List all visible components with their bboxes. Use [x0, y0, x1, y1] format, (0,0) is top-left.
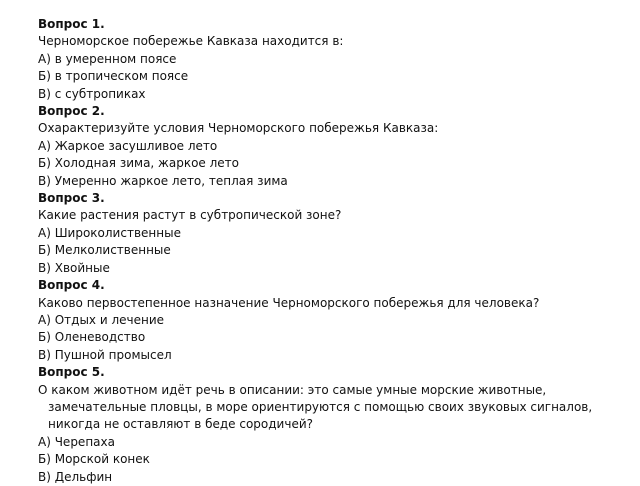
answer-option: В) Пушной промысел: [38, 347, 172, 362]
question-text: О каком животном идёт речь в описании: это самые умные морские животные, замечательные пловцы, в море ориентируются с помощью своих звуковых сигналов, никогда не оставляют в беде сородичей?: [38, 382, 593, 432]
question-text: Каково первостепенное назначение Черноморского побережья для человека?: [38, 295, 540, 310]
answer-option: А) Черепаха: [38, 434, 115, 449]
answer-option: А) Жаркое засушливое лето: [38, 138, 218, 153]
answer-option: Б) Оленеводство: [38, 330, 146, 345]
answer-option: В) Хвойные: [38, 260, 110, 275]
question-heading: Вопрос 1.: [38, 17, 105, 31]
question-2: [38, 103, 628, 190]
question-4: [38, 277, 628, 364]
question-heading: Вопрос 3.: [38, 191, 105, 206]
question-heading: Вопрос 5.: [38, 365, 105, 380]
answer-option: В) Умеренно жаркое лето, теплая зима: [38, 173, 288, 188]
answer-option: Б) Морской конек: [38, 452, 150, 467]
question-text: Черноморское побережье Кавказа находится в:: [38, 34, 344, 49]
answer-option: А) Широколиственные: [38, 225, 181, 240]
answer-option: Б) в тропическом поясе: [38, 69, 189, 84]
question-heading: Вопрос 4.: [38, 278, 105, 293]
question-text: Какие растения растут в субтропической зоне?: [38, 208, 342, 223]
answer-option: В) Дельфин: [38, 469, 113, 484]
question-3: [38, 190, 628, 277]
question-5: [38, 364, 628, 486]
answer-option: Б) Мелколиственные: [38, 243, 171, 258]
quiz-document: [38, 16, 628, 486]
question-text: Охарактеризуйте условия Черноморского побережья Кавказа:: [38, 121, 439, 136]
answer-option: А) Отдых и лечение: [38, 312, 164, 327]
answer-option: А) в умеренном поясе: [38, 51, 177, 66]
question-1: [38, 16, 628, 103]
question-heading: Вопрос 2.: [38, 104, 105, 119]
answer-option: Б) Холодная зима, жаркое лето: [38, 156, 239, 171]
answer-option: В) с субтропиках: [38, 86, 146, 101]
